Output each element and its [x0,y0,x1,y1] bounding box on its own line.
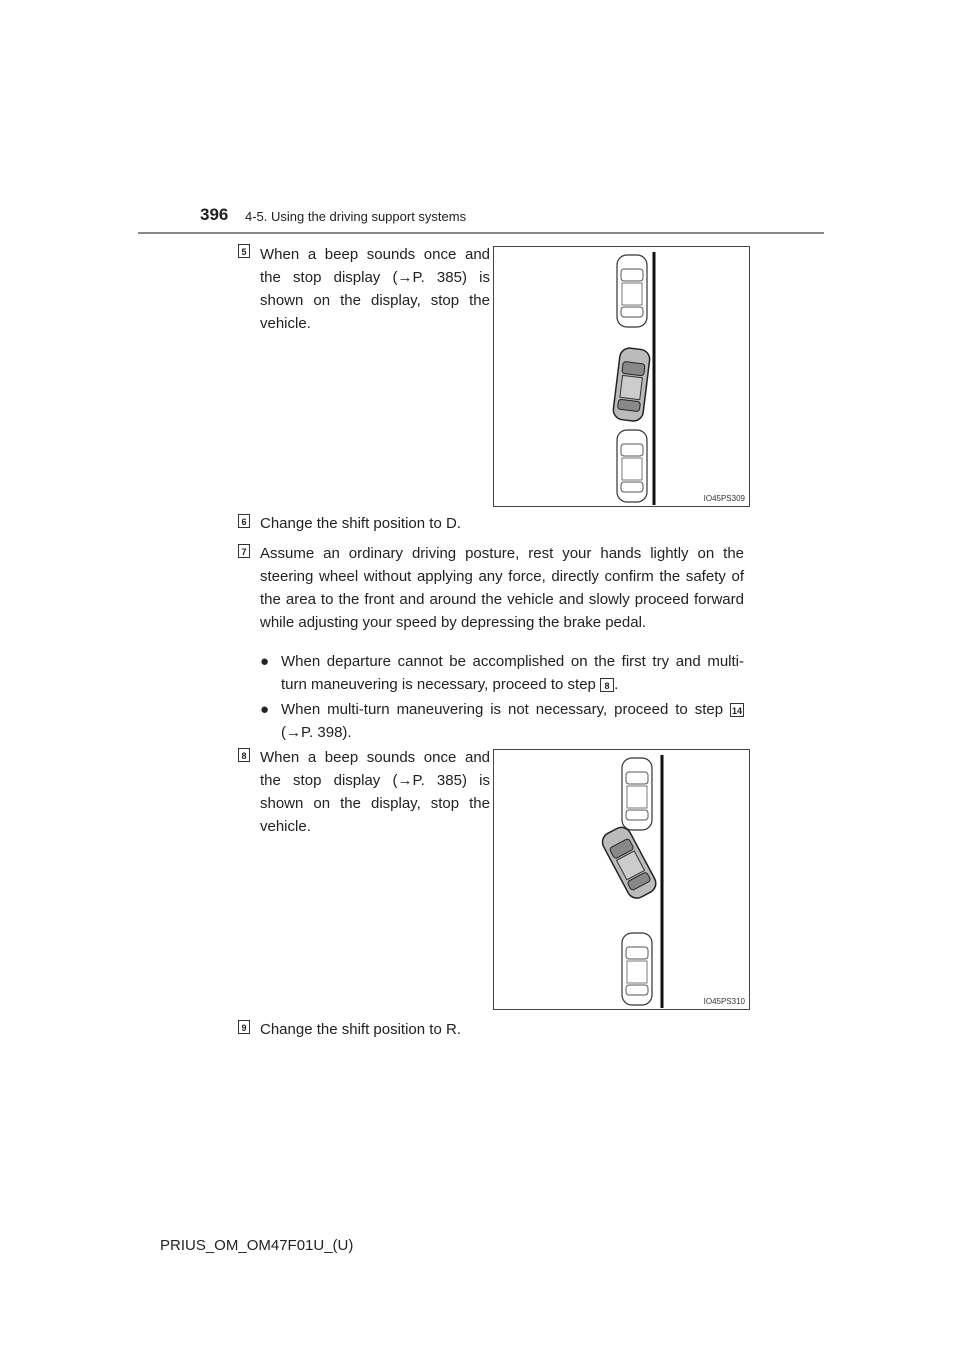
parked-car-rear [622,933,652,1005]
bullet-1-post: . [614,676,619,693]
bullet-2-post: (→P. 398). [281,724,352,741]
parked-car-front [622,758,652,830]
bullet-1-text [281,650,744,696]
page-number: 396 [200,205,229,224]
parked-car-front [617,255,647,327]
parking-figure-2 [493,749,750,1010]
parking-diagram-1 [494,247,749,506]
own-vehicle [599,824,659,902]
bullet-1-pre: When departure cannot be accomplished on the first try and multi-turn maneuvering is necessary, proceed to step [281,653,744,693]
step-6-text: Change the shift position to D. [260,515,461,532]
header-rule [138,232,824,234]
parking-diagram-2 [494,750,749,1009]
figure-code: IO45PS309 [703,494,745,503]
step-ref-8: 8 [600,678,614,692]
figure-code: IO45PS310 [703,997,745,1006]
bullet-icon: ● [260,701,270,718]
parking-figure-1 [493,246,750,507]
step-marker-7: 7 [238,544,250,558]
step-marker-5: 5 [238,244,250,258]
own-vehicle [612,347,651,422]
step-ref-14: 14 [730,703,744,717]
parked-car-rear [617,430,647,502]
step-marker-8: 8 [238,748,250,762]
section-title: 4-5. Using the driving support systems [245,209,467,224]
step-7-text: Assume an ordinary driving posture, rest your hands lightly on the steering wheel without applying any force, directly confirm the safety of the area to the front and around the vehicle and slowly proceed forward while adjusting your speed by depressing the brake pedal. [260,545,744,631]
bullet-2-pre: When multi-turn maneuvering is not necessary, proceed to step [281,701,730,718]
bullet-2-text [281,698,744,744]
bullet-icon: ● [260,653,270,670]
step-marker-9: 9 [238,1020,250,1034]
step-8-text: When a beep sounds once and the stop display (→P. 385) is shown on the display, stop the vehicle. [260,749,490,835]
step-5-text: When a beep sounds once and the stop display (→P. 385) is shown on the display, stop the vehicle. [260,246,490,332]
step-marker-6: 6 [238,514,250,528]
footer-doc-id: PRIUS_OM_OM47F01U_(U) [160,1237,354,1254]
step-9-text: Change the shift position to R. [260,1021,461,1038]
